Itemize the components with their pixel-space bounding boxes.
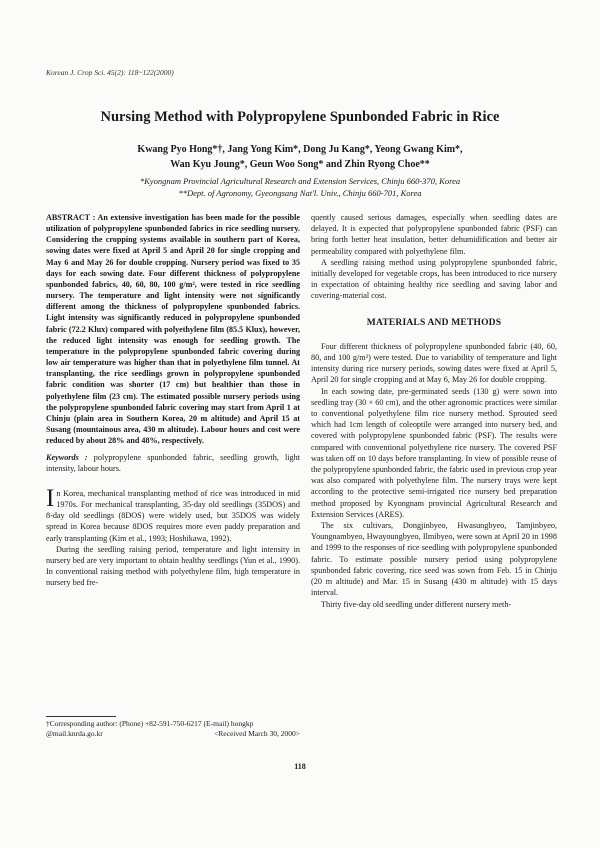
author-line-1: Kwang Pyo Hong*†, Jang Yong Kim*, Dong Ju Kang*, Yeong Gwang Kim*, — [137, 144, 463, 155]
intro-paragraph-2: During the seedling raising period, temperature and light intensity in nursery bed are very important to obtain healthy seedlings (Yun et al., 1990). In conventional raising method with polyethylene film, high temperature in nursery bed fre- — [46, 544, 300, 588]
author-list — [0, 142, 600, 172]
footnote-divider — [46, 716, 116, 717]
left-column — [46, 212, 300, 589]
paper-title: Nursing Method with Polypropylene Spunbonded Fabric in Rice — [100, 109, 500, 125]
affiliation-2: **Dept. of Agronomy, Gyeongsang Nat'l. Univ., Chinju 660-701, Korea — [178, 188, 422, 198]
keywords-text: polypropylene spunbonded fabric, seedling growth, light intensity, labour hours. — [46, 453, 300, 474]
footnote-line-2 — [46, 729, 300, 739]
intro-paragraph-1 — [46, 484, 300, 544]
introduction — [46, 484, 300, 589]
journal-citation: Korean J. Crop Sci. 45(2): 118~122(2000) — [46, 68, 174, 77]
right-column — [311, 212, 557, 610]
affiliation-1: *Kyongnam Provincial Agricultural Research and Extension Services, Chinju 660-370, Korea — [139, 176, 461, 186]
footnote — [46, 719, 300, 739]
keywords-label: Keywords : — [46, 453, 88, 463]
right-paragraph-1: quently caused serious damages, especially when seedling dates are delayed. It is expected that polypropylene spunbonded fabric (PSF) can bring forth better heat insulation, better dehumidification and better air permeability compared with polyethylene film. — [311, 213, 557, 256]
page-number: 118 — [294, 762, 306, 771]
received-date: <Received March 30, 2000> — [214, 729, 300, 738]
right-paragraph-2: A seedling raising method using polypropylene spunbonded fabric, initially developed for vegetable crops, has been introduced to rice nursery in expectation of obtaining healthy rice seedling and saving labor and covering-material cost. — [311, 257, 557, 301]
footnote-line-1: †Corresponding author: (Phone) +82-591-750-6217 (E-mail) hongkp — [46, 719, 254, 728]
affiliations — [0, 175, 600, 199]
author-line-2: Wan Kyu Joung*, Geun Woo Song* and Zhin Ryong Choe** — [170, 159, 430, 170]
section-heading-methods: MATERIALS AND METHODS — [366, 317, 502, 328]
keywords — [46, 452, 300, 474]
footnote-email-cont: @mail.knrda.go.kr — [46, 729, 103, 738]
intro-p1-text: n Korea, mechanical transplanting method of rice was introduced in mid 1970s. For mechanical transplanting, 35-day old seedlings (35DOS) and 8-day old seedlings (8DOS) were widely used, but 35DOS was widely spread in Korea because 8DOS requires more even paddy preparation and early transplanting (Kim et al., 1993; Hoshikawa, 1992). — [46, 488, 300, 543]
abstract — [46, 212, 300, 446]
drop-cap: I — [46, 484, 55, 512]
methods-paragraph-2: In each sowing date, pre-germinated seeds (130 g) were sown into seedling tray (30 × 60 cm), and the other agronomic practices were similar to conventional polyethylene film rice nursery method. Sprouted seed which had 1cm length of coleoptile were arranged into nursery bed, and covered with polypropylene spunbonded fabric (PSF). The results were compared with conventional polyethylene rice nursery. The covered PSF was taken off on 10 days before transplanting. In view of possible reuse of the polypropylene spunbonded fabric, the fabric used in previous crop year was also compared with polyethylene film. The nursery trays were kept according to the protective semi-irrigated rice nursery bed preparation method proposed by Kyongnam provincial Agricultural Research and Extension Services (ARES). — [311, 386, 557, 519]
abstract-text: An extensive investigation has been made for the possible utilization of polypropylene spunbonded fabrics in rice seedling nursery. Considering the cropping systems available in southern part of Korea, sowing dates were fixed at April 5 and April 20 for single cropping and May 6 and May 26 for double cropping. Nursery period was fixed to 35 days for each sowing date. Four different thickness of polypropylene spunbonded fabrics, 40, 60, 80, 100 g/m², were tested in rice seedling nursery. The temperature and light intensity were not significantly different among the thickness of polypropylene spunbonded fabrics. Light intensity was significantly reduced in polypropylene spunbonded fabric (72.2 Klux) compared with polyethylene film (85.5 Klux), however, the reduced light intensity was enough for seedling growth. The temperature in the polypropylene spunbonded fabric covering during low air temperature was higher than that in polyethylene film tunnel. At transplanting, the rice seedlings grown in polypropylene spunbonded fabric condition was shorter (17 cm) but healthier than those in polyethylene film (23 cm). The estimated possible nursery periods using the polypropylene spunbonded fabric covering may start from April 1 at Chinju (plain area in Southern Korea, 20 m altitude) and April 15 at Susang (mountainous area, 430 m altitude). Labour hours and cost were reduced by about 28% and 48%, respectively. — [46, 213, 300, 446]
methods-paragraph-4: Thirty five-day old seedling under different nursery meth- — [321, 599, 512, 609]
methods-paragraph-3: The six cultivars, Dongjinbyeo, Hwasungbyeo, Tamjinbyeo, Youngnambyeo, Hwayoungbyeo, Ilmibyeo, were sown at April 20 in 1998 and 1999 to the responses of rice seedling with polypropylene spunbonded fabric. To estimate possible nursery period using polypropylene spunbonded fabric covering, rice seed was sown from Feb. 15 in Chinju (20 m altitude) and Mar. 15 in Susang (430 m altitude) with 15 days interval. — [311, 521, 557, 598]
methods-paragraph-1: Four different thickness of polypropylene spunbonded fabric (40, 60, 80, and 100 g/m²) were tested. Due to variability of temperature and light intensity during rice nursery periods, sowing dates were fixed at April 5, April 20 for single cropping and at May 6, May 26 for double cropping. — [311, 341, 557, 385]
abstract-label: ABSTRACT : — [46, 213, 96, 222]
